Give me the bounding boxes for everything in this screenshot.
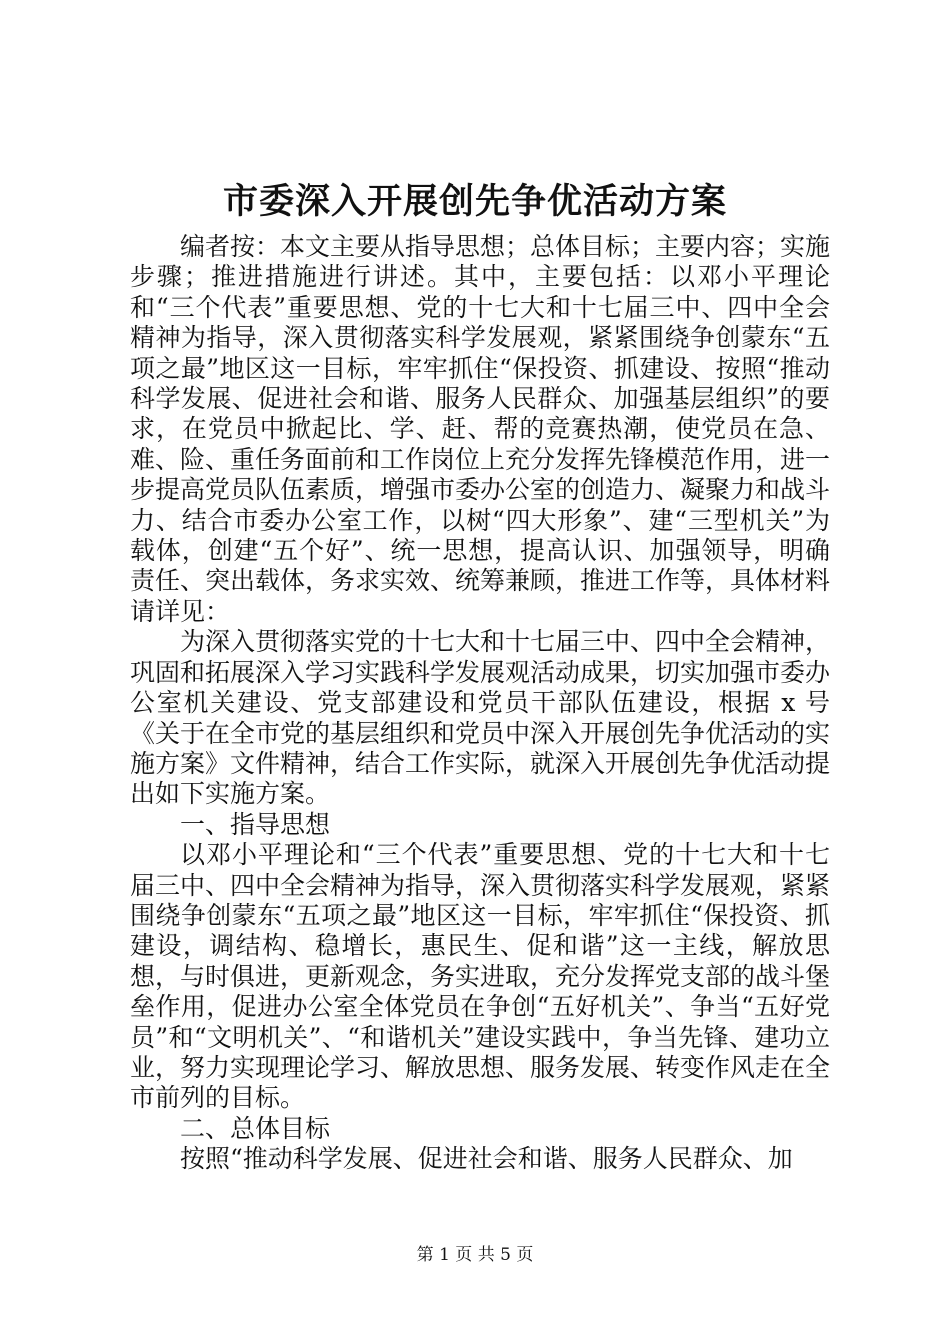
overall-goal-paragraph: 按照“推动科学发展、促进社会和谐、服务人民群众、加 (180, 1144, 793, 1174)
section-heading-overall-goal: 二、总体目标 (180, 1113, 331, 1143)
document-title: 市委深入开展创先争优活动方案 (222, 181, 727, 222)
page-number-footer: 第 1 页 共 5 页 (416, 1245, 534, 1265)
editor-note-paragraph: 编者按：本文主要从指导思想；总体目标；主要内容；实施步骤；推进措施进行讲述。其中，主要包括：以邓小平理论和“三个代表”重要思想、党的十七大和十七届三中、四中全会精神为指导，深入贯彻落实科学发展观，紧紧围绕争创蒙东“五项之最”地区这一目标，牢牢抓住“保投资、抓建设、按照“推动科学发展、促进社会和谐、服务人民群众、加强基层组织”的要求，在党员中掀起比、学、赶、帮的竞赛热潮，使党员在急、难、险、重任务面前和工作岗位上充分发挥先锋模范作用，进一步提高党员队伍素质，增强市委办公室的创造力、凝聚力和战斗力、结合市委办公室工作，以树“四大形象”、建“三型机关”为载体，创建“五个好”、统一思想，提高认识、加强领导，明确责任、突出载体，务求实效、统筹兼顾，推进工作等，具体材料请详见： (130, 232, 831, 626)
section-heading-guiding-ideology: 一、指导思想 (180, 809, 331, 839)
guiding-ideology-paragraph: 以邓小平理论和“三个代表”重要思想、党的十七大和十七届三中、四中全会精神为指导，深入贯彻落实科学发展观，紧紧围绕争创蒙东“五项之最”地区这一目标，牢牢抓住“保投资、抓建设，调结构、稳增长，惠民生、促和谐”这一主线，解放思想，与时俱进，更新观念，务实进取，充分发挥党支部的战斗堡垒作用，促进办公室全体党员在争创“五好机关”、争当“五好党员”和“文明机关”、“和谐机关”建设实践中，争当先锋、建功立业，努力实现理论学习、解放思想、服务发展、转变作风走在全市前列的目标。 (130, 840, 831, 1113)
intro-paragraph: 为深入贯彻落实党的十七大和十七届三中、四中全会精神，巩固和拓展深入学习实践科学发展观活动成果，切实加强市委办公室机关建设、党支部建设和党员干部队伍建设，根据 x 号《关于在全市党的基层组织和党员中深入开展创先争优活动的实施方案》文件精神，结合工作实际，就深入开展创先争优活动提出如下实施方案。 (130, 627, 831, 809)
document-body (130, 232, 830, 1175)
